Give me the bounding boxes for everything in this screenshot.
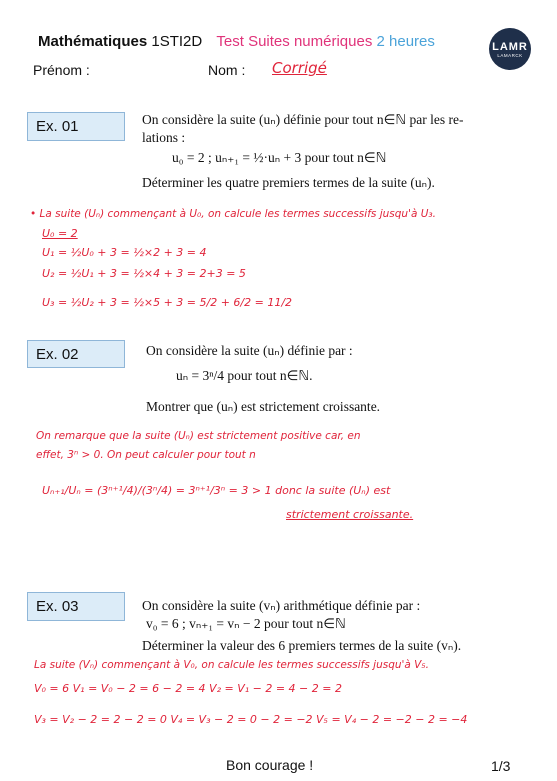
page-number: 1/3	[491, 758, 511, 774]
ex2-question-line-3: Montrer que (uₙ) est strictement croissante.	[146, 399, 381, 414]
ex1-question-line-4: Déterminer les quatre premiers termes de la suite (uₙ).	[142, 175, 435, 190]
prenom-label: Prénom :	[33, 62, 90, 78]
class-name: 1STI2D	[151, 33, 203, 50]
ex3-question-line-1: On considère la suite (vₙ) arithmétique définie par :	[142, 598, 421, 613]
logo-sub: LAMARCK	[497, 52, 523, 58]
footer-message: Bon courage !	[226, 757, 314, 773]
ex2-answer-ratio: Uₙ₊₁/Uₙ = (3ⁿ⁺¹/4)/(3ⁿ/4) = 3ⁿ⁺¹/3ⁿ = 3 > 1 donc la suite (Uₙ) est	[42, 484, 391, 497]
ex3-question-formula: v₀ = 6 ; vₙ₊₁ = vₙ − 2 pour tout n∈ℕ	[146, 616, 346, 631]
ex2-answer-line-1: On remarque que la suite (Uₙ) est strictement positive car, en	[36, 430, 361, 442]
ex3-answer-line-1: La suite (Vₙ) commençant à V₀, on calcule les termes successifs jusqu'à V₅.	[34, 659, 429, 671]
ex1-answer-u0: U₀ = 2	[42, 227, 78, 240]
ex1-answer-u2: U₂ = ½U₁ + 3 = ½×4 + 3 = 2+3 = 5	[42, 267, 246, 280]
ex1-question-line-1: On considère la suite (uₙ) définie pour tout n∈ℕ par les re-	[142, 112, 464, 127]
ex3-answer-line-2: V₀ = 6 V₁ = V₀ − 2 = 6 − 2 = 4 V₂ = V₁ − 2 = 4 − 2 = 2	[34, 682, 342, 695]
exercise-1-label: Ex. 01	[27, 112, 125, 141]
ex1-question-formula: u₀ = 2 ; uₙ₊₁ = ½·uₙ + 3 pour tout n∈ℕ	[172, 150, 387, 165]
header-title	[38, 33, 435, 50]
duration: 2 heures	[376, 33, 435, 50]
school-logo	[489, 28, 531, 70]
ex1-answer-line-1: • La suite (Uₙ) commençant à U₀, on calcule les termes successifs jusqu'à U₃.	[30, 208, 436, 220]
exercise-2-label: Ex. 02	[27, 340, 125, 368]
nom-label: Nom :	[208, 62, 246, 78]
nom-value: Corrigé	[272, 59, 327, 77]
ex2-answer-conclusion: strictement croissante.	[286, 508, 414, 521]
ex1-question-line-2: lations :	[142, 130, 186, 145]
logo-main: LAMR	[492, 40, 528, 53]
ex2-question-formula: uₙ = 3ⁿ/4 pour tout n∈ℕ.	[176, 368, 313, 383]
ex3-question-line-3: Déterminer la valeur des 6 premiers termes de la suite (vₙ).	[142, 638, 462, 653]
subject: Mathématiques	[38, 33, 148, 50]
ex1-answer-u1: U₁ = ½U₀ + 3 = ½×2 + 3 = 4	[42, 246, 207, 259]
ex1-answer-u3: U₃ = ½U₂ + 3 = ½×5 + 3 = 5/2 + 6/2 = 11/2	[42, 296, 293, 309]
test-title: Test Suites numériques	[216, 33, 373, 50]
ex2-question-line-1: On considère la suite (uₙ) définie par :	[146, 343, 353, 358]
ex3-answer-line-3: V₃ = V₂ − 2 = 2 − 2 = 0 V₄ = V₃ − 2 = 0 − 2 = −2 V₅ = V₄ − 2 = −2 − 2 = −4	[34, 713, 468, 726]
ex2-answer-line-2: effet, 3ⁿ > 0. On peut calculer pour tout n	[36, 449, 256, 461]
exercise-3-label: Ex. 03	[27, 592, 125, 621]
